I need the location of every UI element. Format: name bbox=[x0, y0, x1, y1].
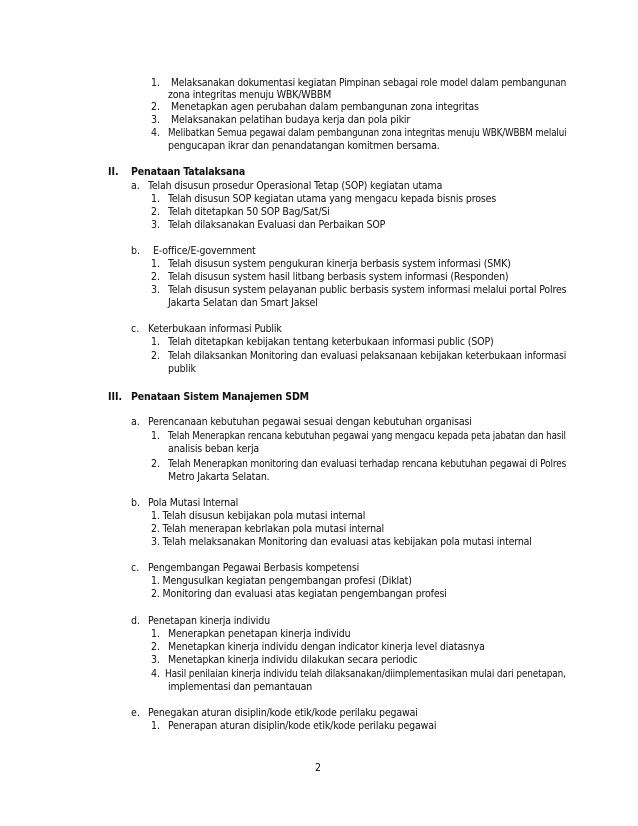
subsection-letter: a. bbox=[131, 416, 140, 428]
subsection-letter: c. bbox=[131, 562, 140, 574]
list-number: 2. bbox=[151, 458, 161, 470]
list-number: 1. bbox=[151, 720, 161, 732]
subsection-title: Perencanaan kebutuhan pegawai sesuai dengan kebutuhan organisasi bbox=[148, 416, 472, 428]
subsection-letter: a. bbox=[131, 180, 140, 192]
subsection-title: Keterbukaan informasi Publik bbox=[148, 323, 282, 335]
list-item-text: 2. Monitoring dan evaluasi atas kegiatan pengembangan profesi bbox=[151, 588, 447, 600]
list-item-text: Menetapkan agen perubahan dalam pembangunan zona integritas bbox=[171, 101, 479, 113]
list-item-text: Telah disusun system pengukuran kinerja berbasis system informasi (SMK) bbox=[168, 258, 511, 270]
list-item-text: Menerapkan penetapan kinerja individu bbox=[168, 628, 351, 640]
list-item-text: 3. Telah melaksanakan Monitoring dan evaluasi atas kebijakan pola mutasi internal bbox=[151, 536, 532, 548]
list-item-text: Melaksanakan pelatihan budaya kerja dan pola pikir bbox=[171, 114, 411, 126]
list-item-text: zona integritas menuju WBK/WBBM bbox=[168, 89, 332, 101]
list-item-text: Penerapan aturan disiplin/kode etik/kode perilaku pegawai bbox=[168, 720, 437, 732]
subsection-letter: b. bbox=[131, 497, 140, 509]
list-number: 4. bbox=[151, 668, 161, 680]
list-number: 2. bbox=[151, 641, 161, 653]
list-item-text: Telah disusun system pelayanan public berbasis system informasi melalui portal Polres bbox=[168, 284, 567, 296]
list-number: 4. bbox=[151, 127, 161, 139]
list-item-text: 2. Telah menerapan kebrlakan pola mutasi internal bbox=[151, 523, 385, 535]
list-item-text: Telah Menerapkan monitoring dan evaluasi terhadap rencana kebutuhan pegawai di Polres bbox=[168, 458, 567, 470]
section-title: Penataan Tatalaksana bbox=[131, 166, 246, 178]
section-title: Penataan Sistem Manajemen SDM bbox=[131, 391, 309, 403]
subsection-letter: d. bbox=[131, 615, 140, 627]
subsection-letter: c. bbox=[131, 323, 140, 335]
list-number: 1. bbox=[151, 77, 161, 89]
list-number: 1. bbox=[151, 430, 161, 442]
list-item-text: Telah disusun system hasil litbang berbasis system informasi (Responden) bbox=[168, 271, 509, 283]
list-number: 3. bbox=[151, 284, 161, 296]
subsection-letter: b. bbox=[131, 245, 140, 257]
list-item-text: Menetapkan kinerja individu dengan indicator kinerja level diatasnya bbox=[168, 641, 485, 653]
list-number: 1. bbox=[151, 193, 161, 205]
subsection-title: Pola Mutasi Internal bbox=[148, 497, 239, 509]
list-number: 2. bbox=[151, 271, 161, 283]
page-number: 2 bbox=[315, 762, 322, 774]
list-number: 1. bbox=[151, 258, 161, 270]
subsection-title: Penegakan aturan disiplin/kode etik/kode perilaku pegawai bbox=[148, 707, 418, 719]
list-item-text: Telah ditetapkan 50 SOP Bag/Sat/Si bbox=[168, 206, 330, 218]
subsection-letter: e. bbox=[131, 707, 140, 719]
section-number: III. bbox=[108, 391, 123, 403]
subsection-title: Penetapan kinerja individu bbox=[148, 615, 270, 627]
list-number: 1. bbox=[151, 336, 161, 348]
list-item-text: Telah dilaksanakan Evaluasi dan Perbaikan SOP bbox=[168, 219, 386, 231]
subsection-title: Telah disusun prosedur Operasional Tetap (SOP) kegiatan utama bbox=[148, 180, 443, 192]
list-item-text: Telah dilaksankan Monitoring dan evaluasi pelaksanaan kebijakan keterbukaan informasi bbox=[168, 350, 567, 362]
list-item-text: publik bbox=[168, 363, 196, 375]
list-number: 3. bbox=[151, 114, 161, 126]
list-item-text: Telah ditetapkan kebijakan tentang keterbukaan informasi public (SOP) bbox=[168, 336, 494, 348]
list-number: 2. bbox=[151, 206, 161, 218]
list-number: 2. bbox=[151, 350, 161, 362]
subsection-title: E-office/E-government bbox=[153, 245, 256, 257]
list-number: 3. bbox=[151, 219, 161, 231]
subsection-title: Pengembangan Pegawai Berbasis kompetensi bbox=[148, 562, 360, 574]
list-item-text: pengucapan ikrar dan penandatangan komitmen bersama. bbox=[168, 140, 440, 152]
list-item-text: Metro Jakarta Selatan. bbox=[168, 471, 270, 483]
section-number: II. bbox=[108, 166, 119, 178]
list-item-text: implementasi dan pemantauan bbox=[168, 681, 313, 693]
list-number: 1. bbox=[151, 628, 161, 640]
list-item-text: Melaksanakan dokumentasi kegiatan Pimpinan sebagai role model dalam pembangunan bbox=[171, 77, 567, 89]
list-item-text: 1. Telah disusun kebijakan pola mutasi internal bbox=[151, 510, 366, 522]
list-item-text: Jakarta Selatan dan Smart Jaksel bbox=[168, 297, 318, 309]
list-number: 2. bbox=[151, 101, 161, 113]
list-item-text: analisis beban kerja bbox=[168, 443, 260, 455]
list-number: 3. bbox=[151, 654, 161, 666]
list-item-text: Telah disusun SOP kegiatan utama yang mengacu kepada bisnis proses bbox=[168, 193, 497, 205]
list-item-text: Menetapkan kinerja individu dilakukan secara periodic bbox=[168, 654, 418, 666]
list-item-text: 1. Mengusulkan kegiatan pengembangan profesi (Diklat) bbox=[151, 575, 412, 587]
list-item-text: Melibatkan Semua pegawai dalam pembangunan zona integritas menuju WBK/WBBM melalui bbox=[168, 127, 567, 139]
list-item-text: Hasil penilaian kinerja individu telah dilaksanakan/diimplementasikan mulai dari penetapan, bbox=[165, 668, 566, 680]
list-item-text: Telah Menerapkan rencana kebutuhan pegawai yang mengacu kepada peta jabatan dan hasil bbox=[168, 430, 566, 442]
